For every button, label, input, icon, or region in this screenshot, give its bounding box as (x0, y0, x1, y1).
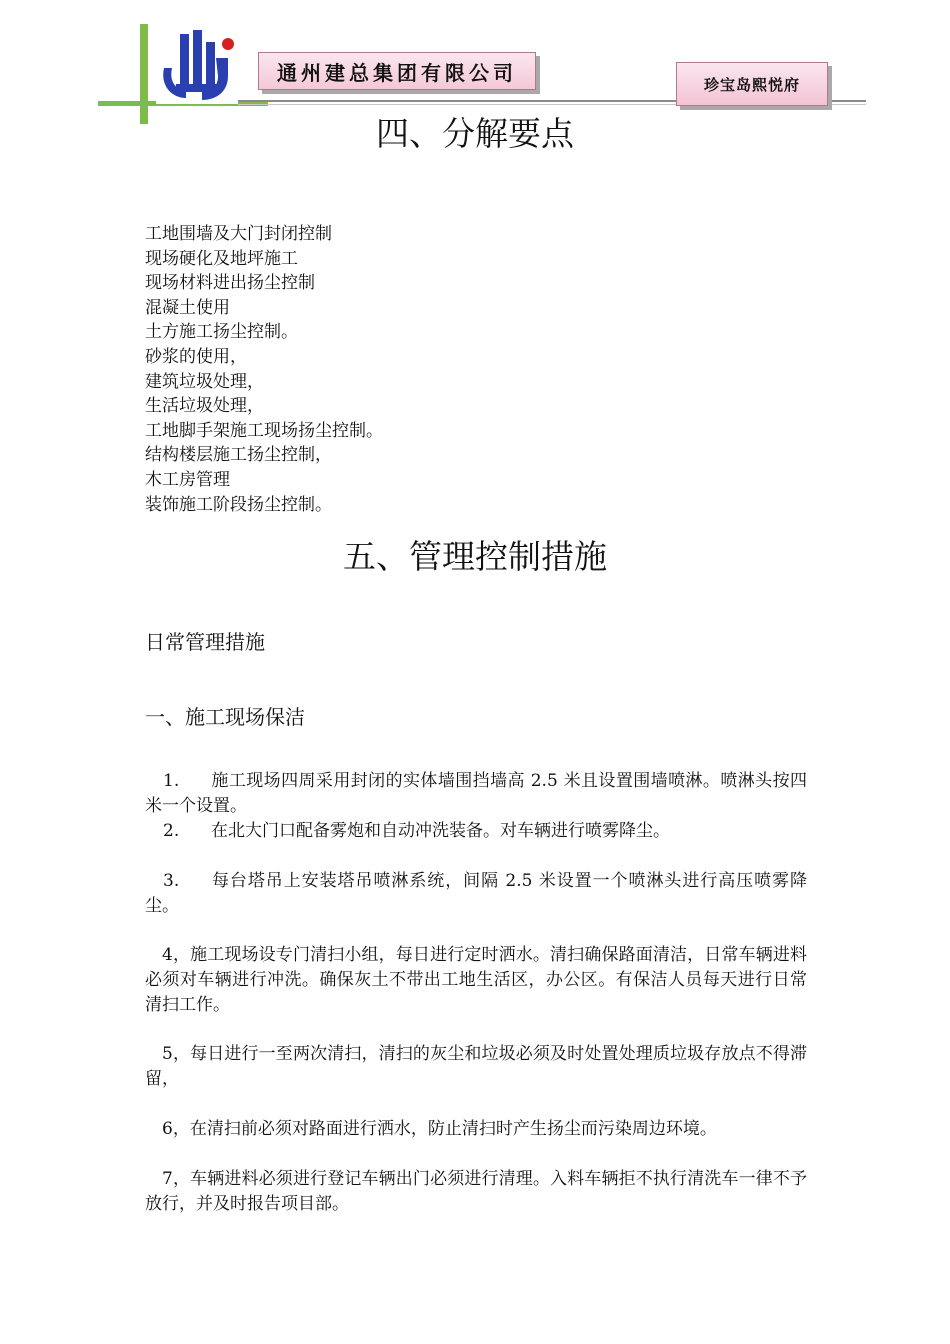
paragraph-item (145, 943, 807, 1018)
list-item: 工地脚手架施工现场扬尘控制。 (145, 420, 383, 441)
paragraph-text: 每台塔吊上安装塔吊喷淋系统，间隔 2.5 米设置一个喷淋头进行高压喷雾降尘。 (145, 871, 807, 916)
paragraph-number: 1. (163, 771, 180, 791)
section4-item-list (145, 222, 383, 517)
section5-subtitle: 日常管理措施 (145, 630, 265, 654)
subsection-heading: 一、施工现场保洁 (145, 705, 305, 729)
list-item: 混凝土使用 (145, 297, 230, 318)
paragraph-number: 5， (162, 1044, 191, 1064)
list-item: 结构楼层施工扬尘控制， (145, 445, 332, 466)
list-item: 木工房管理 (145, 469, 230, 490)
company-logo (156, 28, 238, 104)
paragraph-item (145, 819, 807, 844)
paragraph-item (145, 769, 807, 819)
list-item: 现场硬化及地坪施工 (145, 248, 298, 269)
list-item: 工地围墙及大门封闭控制 (145, 224, 332, 244)
paragraph-number: 6， (162, 1119, 190, 1139)
list-item: 土方施工扬尘控制。 (145, 322, 298, 343)
paragraph-item (145, 1167, 807, 1217)
list-item: 建筑垃圾处理， (145, 371, 264, 392)
paragraph-item (145, 1117, 807, 1142)
paragraph-text: 在清扫前必须对路面进行洒水，防止清扫时产生扬尘而污染周边环境。 (189, 1119, 717, 1139)
list-item: 装饰施工阶段扬尘控制。 (145, 494, 332, 515)
header-accent-bar (140, 24, 148, 124)
paragraph-number: 2. (163, 821, 180, 841)
list-item: 现场材料进出扬尘控制 (145, 273, 315, 294)
paragraph-text: 施工现场四周采用封闭的实体墙围挡墙高 2.5 米且设置围墙喷淋。喷淋头按四米一个设置。 (145, 771, 807, 816)
list-item: 砂浆的使用， (145, 346, 247, 367)
paragraph-item (145, 869, 807, 919)
paragraph-number: 7， (162, 1169, 191, 1189)
section4-title: 四、分解要点 (376, 114, 574, 153)
paragraph-number: 3. (163, 871, 180, 891)
project-name-label: 珍宝岛熙悦府 (676, 62, 828, 106)
company-name-label: 通州建总集团有限公司 (258, 52, 536, 90)
paragraph-item (145, 1042, 807, 1092)
paragraph-text: 每日进行一至两次清扫，清扫的灰尘和垃圾必须及时处置处理质垃圾存放点不得滞留， (145, 1044, 808, 1089)
section5-title: 五、管理控制措施 (343, 537, 607, 576)
list-item: 生活垃圾处理， (145, 396, 264, 417)
paragraph-text: 施工现场设专门清扫小组，每日进行定时洒水。清扫确保路面清洁，日常车辆进料必须对车辆进行冲洗。确保灰土不带出工地生活区，办公区。有保洁人员每天进行日常清扫工作。 (145, 945, 808, 1015)
paragraph-number: 4， (162, 945, 191, 965)
paragraph-text: 车辆进料必须进行登记车辆出门必须进行清理。入料车辆拒不执行清洗车一律不予放行，并及时报告项目部。 (145, 1169, 808, 1214)
paragraph-text: 在北大门口配备雾炮和自动冲洗装备。对车辆进行喷雾降尘。 (211, 821, 670, 841)
